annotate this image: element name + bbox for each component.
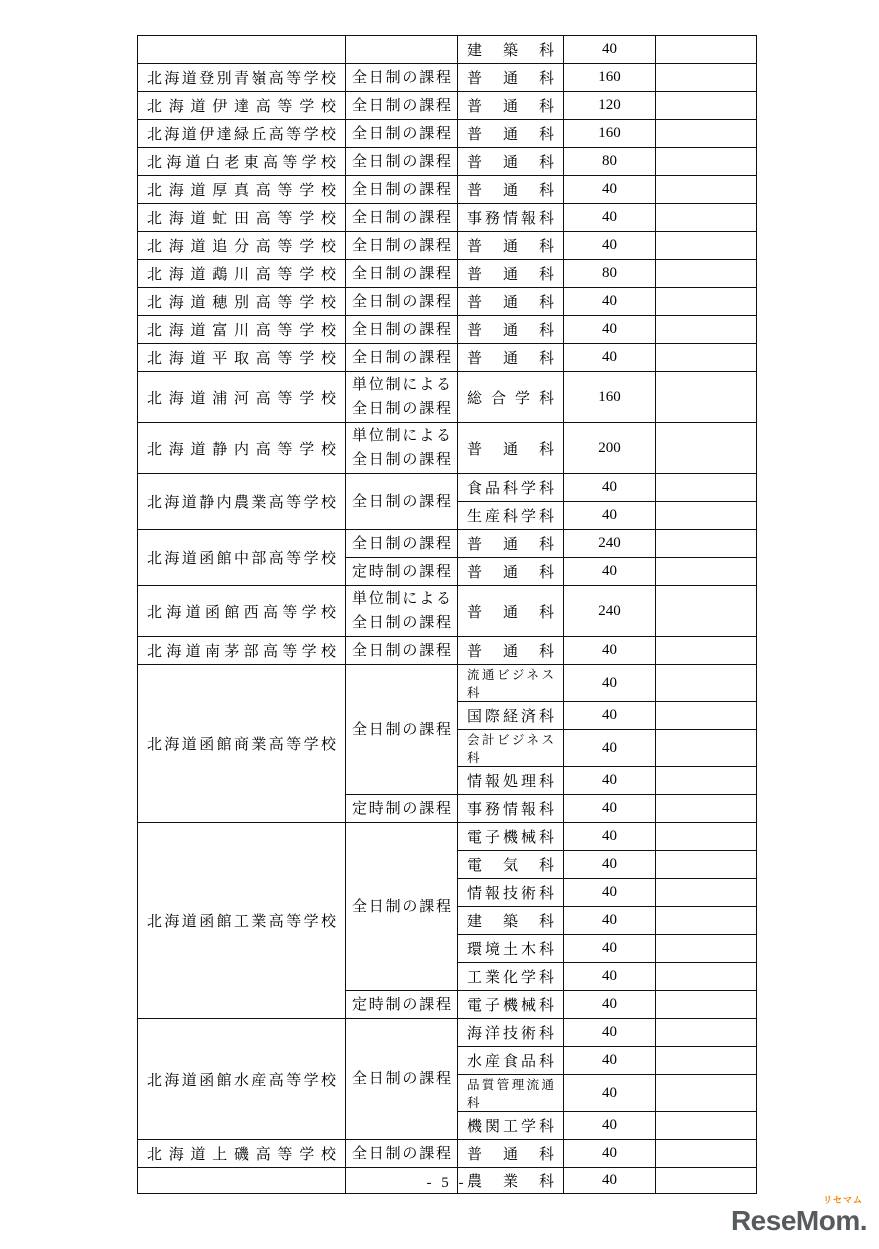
course-type-cell	[346, 316, 458, 344]
note-cell	[656, 502, 757, 530]
capacity-cell: 40	[564, 1075, 656, 1112]
schools-table-body	[138, 36, 757, 1194]
capacity-cell: 40	[564, 1019, 656, 1047]
department-name: 機関工学科	[467, 1119, 554, 1135]
school-name-cell	[138, 372, 346, 423]
school-name-cell	[138, 232, 346, 260]
course-type-line: 単位制による	[352, 591, 451, 607]
table-row	[138, 316, 757, 344]
department-cell	[458, 665, 564, 702]
course-type-cell	[346, 795, 458, 823]
school-name: 北海道函館水産高等学校	[147, 1072, 336, 1089]
course-type-line: 全日制の課程	[352, 401, 451, 417]
course-type-cell	[346, 92, 458, 120]
course-type-cell	[346, 288, 458, 316]
school-name: 北海道登別青嶺高等学校	[147, 71, 336, 87]
note-cell	[656, 935, 757, 963]
school-name-cell	[138, 823, 346, 1019]
school-name-cell	[138, 176, 346, 204]
capacity-cell: 40	[564, 474, 656, 502]
school-name-cell	[138, 288, 346, 316]
table-row	[138, 530, 757, 558]
course-type-cell	[346, 823, 458, 991]
department-name: 普通科	[467, 99, 554, 115]
course-type-cell	[346, 36, 458, 64]
school-name: 北海道浦河高等学校	[147, 390, 336, 407]
school-name: 北海道厚真高等学校	[147, 183, 336, 199]
course-type-cell	[346, 991, 458, 1019]
capacity-cell: 200	[564, 423, 656, 474]
department-cell	[458, 232, 564, 260]
department-cell	[458, 474, 564, 502]
department-name: 海洋技術科	[467, 1026, 554, 1042]
course-type-cell	[346, 120, 458, 148]
capacity-cell: 240	[564, 586, 656, 637]
school-name: 北海道静内農業高等学校	[147, 495, 336, 511]
table-row	[138, 288, 757, 316]
school-name-cell	[138, 316, 346, 344]
capacity-cell: 40	[564, 1047, 656, 1075]
course-type-line: 全日制の課程	[352, 452, 451, 468]
department-cell	[458, 316, 564, 344]
department-cell	[458, 120, 564, 148]
department-cell	[458, 907, 564, 935]
capacity-cell: 40	[564, 36, 656, 64]
department-cell	[458, 260, 564, 288]
department-name: 水産食品科	[467, 1054, 554, 1070]
department-cell	[458, 879, 564, 907]
course-type-line: 全日制の課程	[352, 293, 451, 310]
note-cell	[656, 288, 757, 316]
course-type-line: 全日制の課程	[352, 181, 451, 198]
school-name-cell	[138, 586, 346, 637]
department-name: 環境土木科	[467, 942, 554, 958]
capacity-cell: 40	[564, 730, 656, 767]
department-cell	[458, 702, 564, 730]
course-type-cell	[346, 148, 458, 176]
capacity-cell: 160	[564, 372, 656, 423]
school-name-cell	[138, 148, 346, 176]
note-cell	[656, 991, 757, 1019]
table-row	[138, 64, 757, 92]
school-name-cell	[138, 36, 346, 64]
table-row	[138, 120, 757, 148]
department-name: 普通科	[467, 537, 554, 553]
note-cell	[656, 767, 757, 795]
department-cell	[458, 344, 564, 372]
table-row	[138, 232, 757, 260]
page-number: - 5 -	[426, 1175, 467, 1191]
table-row	[138, 423, 757, 474]
department-name: 品質管理流通科	[467, 1078, 554, 1110]
table-row	[138, 586, 757, 637]
capacity-cell: 80	[564, 260, 656, 288]
course-type-line: 全日制の課程	[352, 1071, 451, 1087]
note-cell	[656, 204, 757, 232]
note-cell	[656, 1019, 757, 1047]
course-type-line: 全日制の課程	[352, 69, 451, 86]
note-cell	[656, 823, 757, 851]
school-name: 北海道静内高等学校	[147, 441, 336, 458]
capacity-cell: 40	[564, 232, 656, 260]
course-type-line: 全日制の課程	[352, 237, 451, 254]
note-cell	[656, 148, 757, 176]
department-name: 工業化学科	[467, 970, 554, 986]
note-cell	[656, 879, 757, 907]
department-cell	[458, 1019, 564, 1047]
course-type-line: 全日制の課程	[352, 349, 451, 366]
school-name-cell	[138, 1019, 346, 1140]
department-name: 農業科	[467, 1174, 554, 1190]
note-cell	[656, 730, 757, 767]
department-cell	[458, 637, 564, 665]
department-name: 会計ビジネス科	[467, 733, 554, 765]
note-cell	[656, 260, 757, 288]
note-cell	[656, 702, 757, 730]
department-name: 普通科	[467, 183, 554, 199]
course-type-line: 全日制の課程	[352, 321, 451, 338]
note-cell	[656, 423, 757, 474]
capacity-cell: 40	[564, 1112, 656, 1140]
school-name: 北海道伊達高等学校	[147, 99, 336, 115]
capacity-cell: 40	[564, 1168, 656, 1194]
table-row	[138, 665, 757, 702]
department-name: 普通科	[467, 267, 554, 283]
course-type-cell	[346, 558, 458, 586]
school-name: 北海道鵡川高等学校	[147, 267, 336, 283]
course-type-line: 単位制による	[352, 428, 451, 444]
capacity-cell: 40	[564, 991, 656, 1019]
capacity-cell: 40	[564, 204, 656, 232]
note-cell	[656, 372, 757, 423]
school-name-cell	[138, 637, 346, 665]
course-type-line: 定時制の課程	[352, 996, 451, 1013]
note-cell	[656, 120, 757, 148]
department-cell	[458, 530, 564, 558]
course-type-line: 全日制の課程	[352, 535, 451, 552]
department-cell	[458, 767, 564, 795]
department-name: 普通科	[467, 644, 554, 660]
school-name: 北海道南茅部高等学校	[147, 644, 336, 660]
department-cell	[458, 148, 564, 176]
department-cell	[458, 372, 564, 423]
course-type-cell	[346, 64, 458, 92]
table-row	[138, 36, 757, 64]
note-cell	[656, 316, 757, 344]
department-name: 建築科	[467, 914, 554, 930]
note-cell	[656, 1112, 757, 1140]
table-row	[138, 260, 757, 288]
department-name: 電気科	[467, 858, 554, 874]
capacity-cell: 40	[564, 823, 656, 851]
department-name: 生産科学科	[467, 509, 554, 525]
department-cell	[458, 823, 564, 851]
note-cell	[656, 474, 757, 502]
department-name: 普通科	[467, 1147, 554, 1163]
table-row	[138, 637, 757, 665]
school-name-cell	[138, 1140, 346, 1168]
school-name-cell	[138, 120, 346, 148]
school-name: 北海道穂別高等学校	[147, 295, 336, 311]
school-name: 北海道上磯高等学校	[147, 1147, 336, 1163]
table-row	[138, 148, 757, 176]
capacity-cell: 40	[564, 879, 656, 907]
department-cell	[458, 64, 564, 92]
department-name: 情報処理科	[467, 774, 554, 790]
department-name: 電子機械科	[467, 998, 554, 1014]
department-cell	[458, 423, 564, 474]
department-name: 普通科	[467, 351, 554, 367]
course-type-line: 全日制の課程	[352, 265, 451, 282]
school-name-cell	[138, 423, 346, 474]
resemom-logo: ReseMom.	[730, 1205, 867, 1236]
school-name-cell	[138, 344, 346, 372]
table-row	[138, 1019, 757, 1047]
capacity-cell: 40	[564, 558, 656, 586]
table-row	[138, 823, 757, 851]
department-cell	[458, 935, 564, 963]
note-cell	[656, 907, 757, 935]
schools-capacity-table-wrap	[137, 35, 757, 1194]
note-cell	[656, 232, 757, 260]
department-cell	[458, 92, 564, 120]
capacity-cell: 160	[564, 64, 656, 92]
department-cell	[458, 288, 564, 316]
capacity-cell: 240	[564, 530, 656, 558]
course-type-cell	[346, 372, 458, 423]
department-cell	[458, 1140, 564, 1168]
note-cell	[656, 665, 757, 702]
school-name: 北海道函館商業高等学校	[147, 737, 336, 753]
table-row	[138, 372, 757, 423]
capacity-cell: 40	[564, 767, 656, 795]
school-name-cell	[138, 204, 346, 232]
department-name: 事務情報科	[467, 211, 554, 227]
note-cell	[656, 795, 757, 823]
course-type-cell	[346, 637, 458, 665]
table-row	[138, 176, 757, 204]
course-type-cell	[346, 586, 458, 637]
department-name: 国際経済科	[467, 709, 554, 725]
department-cell	[458, 1075, 564, 1112]
department-name: 普通科	[467, 239, 554, 255]
note-cell	[656, 344, 757, 372]
course-type-line: 定時制の課程	[352, 800, 451, 817]
course-type-line: 全日制の課程	[352, 615, 451, 631]
department-cell	[458, 1047, 564, 1075]
department-name: 普通科	[467, 565, 554, 581]
department-cell	[458, 795, 564, 823]
course-type-line: 全日制の課程	[352, 209, 451, 226]
course-type-line: 全日制の課程	[352, 898, 451, 915]
course-type-cell	[346, 530, 458, 558]
course-type-line: 定時制の課程	[352, 563, 451, 580]
capacity-cell: 40	[564, 907, 656, 935]
resemom-caption-text: リセマム	[823, 1195, 863, 1205]
capacity-cell: 40	[564, 637, 656, 665]
note-cell	[656, 1075, 757, 1112]
note-cell	[656, 963, 757, 991]
table-row	[138, 204, 757, 232]
department-name: 建築科	[467, 43, 554, 59]
department-cell	[458, 176, 564, 204]
course-type-cell	[346, 260, 458, 288]
note-cell	[656, 637, 757, 665]
school-name: 北海道函館工業高等学校	[147, 914, 336, 930]
department-name: 普通科	[467, 604, 554, 621]
department-name: 普通科	[467, 155, 554, 171]
note-cell	[656, 64, 757, 92]
course-type-line: 全日制の課程	[352, 153, 451, 170]
course-type-line: 全日制の課程	[352, 642, 451, 659]
school-name: 北海道追分高等学校	[147, 239, 336, 255]
department-name: 普通科	[467, 71, 554, 87]
note-cell	[656, 1047, 757, 1075]
department-cell	[458, 1112, 564, 1140]
table-row	[138, 1140, 757, 1168]
capacity-cell: 40	[564, 502, 656, 530]
capacity-cell: 120	[564, 92, 656, 120]
department-name: 流通ビジネス科	[467, 668, 554, 700]
department-name: 事務情報科	[467, 802, 554, 818]
course-type-line: 全日制の課程	[352, 493, 451, 510]
school-name-cell	[138, 665, 346, 823]
capacity-cell: 80	[564, 148, 656, 176]
capacity-cell: 40	[564, 851, 656, 879]
capacity-cell: 160	[564, 120, 656, 148]
note-cell	[656, 1140, 757, 1168]
course-type-line: 全日制の課程	[352, 1145, 451, 1162]
capacity-cell: 40	[564, 344, 656, 372]
course-type-cell	[346, 1019, 458, 1140]
school-name: 北海道函館西高等学校	[147, 604, 336, 621]
course-type-line: 全日制の課程	[352, 97, 451, 114]
department-name: 電子機械科	[467, 830, 554, 846]
note-cell	[656, 530, 757, 558]
department-cell	[458, 204, 564, 232]
school-name-cell	[138, 260, 346, 288]
department-cell	[458, 991, 564, 1019]
department-name: 情報技術科	[467, 886, 554, 902]
school-name-cell	[138, 474, 346, 530]
department-cell	[458, 730, 564, 767]
course-type-cell	[346, 204, 458, 232]
capacity-cell: 40	[564, 176, 656, 204]
capacity-cell: 40	[564, 935, 656, 963]
school-name-cell	[138, 92, 346, 120]
course-type-cell	[346, 665, 458, 795]
school-name: 北海道白老東高等学校	[147, 155, 336, 171]
school-name: 北海道富川高等学校	[147, 323, 336, 339]
capacity-cell: 40	[564, 665, 656, 702]
department-cell	[458, 558, 564, 586]
table-row	[138, 344, 757, 372]
department-name: 普通科	[467, 323, 554, 339]
course-type-line: 全日制の課程	[352, 721, 451, 738]
department-cell	[458, 851, 564, 879]
capacity-cell: 40	[564, 702, 656, 730]
school-name-cell	[138, 64, 346, 92]
course-type-cell	[346, 1140, 458, 1168]
note-cell	[656, 851, 757, 879]
schools-capacity-table	[137, 35, 757, 1194]
resemom-watermark	[731, 1196, 867, 1235]
note-cell	[656, 92, 757, 120]
course-type-line: 全日制の課程	[352, 125, 451, 142]
note-cell	[656, 176, 757, 204]
department-cell	[458, 36, 564, 64]
school-name: 北海道函館中部高等学校	[147, 551, 336, 567]
course-type-cell	[346, 344, 458, 372]
note-cell	[656, 586, 757, 637]
note-cell	[656, 558, 757, 586]
department-cell	[458, 586, 564, 637]
department-name: 普通科	[467, 441, 554, 458]
course-type-cell	[346, 232, 458, 260]
capacity-cell: 40	[564, 963, 656, 991]
department-cell	[458, 502, 564, 530]
capacity-cell: 40	[564, 1140, 656, 1168]
table-row	[138, 92, 757, 120]
table-row	[138, 474, 757, 502]
school-name: 北海道虻田高等学校	[147, 211, 336, 227]
department-name: 普通科	[467, 127, 554, 143]
school-name: 北海道平取高等学校	[147, 351, 336, 367]
capacity-cell: 40	[564, 316, 656, 344]
department-name: 普通科	[467, 295, 554, 311]
capacity-cell: 40	[564, 795, 656, 823]
department-name: 総合学科	[467, 390, 554, 407]
course-type-cell	[346, 176, 458, 204]
capacity-cell: 40	[564, 288, 656, 316]
course-type-cell	[346, 474, 458, 530]
course-type-line: 単位制による	[352, 377, 451, 393]
department-cell	[458, 963, 564, 991]
school-name-cell	[138, 530, 346, 586]
school-name: 北海道伊達緑丘高等学校	[147, 127, 336, 143]
course-type-cell	[346, 423, 458, 474]
note-cell	[656, 36, 757, 64]
department-name: 食品科学科	[467, 481, 554, 497]
